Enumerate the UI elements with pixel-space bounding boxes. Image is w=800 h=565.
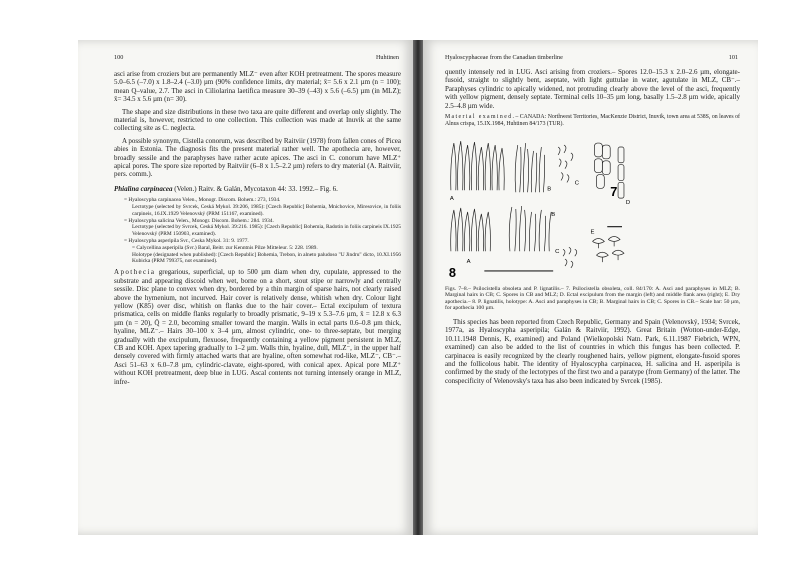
label-7B: B	[547, 185, 552, 192]
figure-drawing	[445, 132, 740, 282]
book-spread	[78, 40, 758, 535]
label-7E: E	[590, 229, 595, 236]
material-examined	[445, 114, 740, 128]
synonym-2-type: Lectotype (selected by Svrcek, Ceská Mykol. 39:216. 1985): [Czech Republic] Bohemia, Radotin in foliis carpineis IX.1925 Velenovský (PRM 150903, examined).	[132, 224, 401, 237]
figure-caption: Figs. 7–8.– Psilocistella obsoleta and P. lignatilis.– 7. Psilocistella obsoleta, coll. 84/170: A. Asci and paraphyses in MLZ; B. Marginal hairs in CB; C. Spores in CB and MLZ; D. Ectal excipulum from the margin (left) and middle flank area (right); E. Dry apothecia.– 8. P. lignatilis, holotype: A. Asci and paraphyses in CB; B. Marginal hairs in CB; C. Spores in CB.– Scale bar: 50 µm, for apothecia 100 µm.	[445, 285, 740, 312]
right-page	[423, 40, 758, 535]
right-paragraph-2: This species has been reported from Czech Republic, Germany and Spain (Velenovský, 1934; Svrcek, 1977a, as Hyaloscypha asperipila; Galán & Raitviir, 1992). Great Britain (Wotton-under-Edge, 10.11.1948 Dennis, K, examined) and Poland (Wielkopolski Natn. Park, 6.11.1987 Fiebrich, WPN, examined) can also be added to the list of countries in which this fungus has been collected. P. carpinacea is easily recognized by the clearly roughened hairs, yellow pigment, elongate-fusoid spores and the follicolous habit. The identity of Hyaloscypha carpinacea, H. salicina and H. asperipila is confirmed by the study of the lectotypes of the first two and a paratype (from Germany) of the latter. The conspecificity of Velenovsky's taxa has also been indicated by Svrcek (1985).	[445, 318, 740, 385]
material-text: – CANADA: Northwest Territories, MacKenzie District, Inuvik, town area at 538S, on leaves of Alnus crispa, 15.IX.1984, Huhtinen 84/173 (TUR).	[445, 114, 740, 127]
left-running-head: Huhtinen	[375, 54, 399, 61]
left-page-body	[114, 70, 401, 390]
synonym-3-comb: = Calycellina asperipila (Svr.) Baral, Beitr. zur Kenntnis Pilze Mitteleur. 5: 228. 1989.	[132, 244, 318, 251]
description-lead: Apothecia	[114, 268, 156, 277]
synonym-1-type: Lectotype (selected by Svrcek, Ceská Mykol. 39:206, 1985): [Czech Republic] Bohemia, Mnichovice, Miresovice, in foliis carpineis, 16.IX.1929 Velenovský (PRM 151167, examined).	[132, 204, 401, 217]
label-fig-8: 8	[448, 264, 457, 280]
figure-7-8	[445, 132, 740, 282]
synonym-1: = Hyaloscypha carpinacea Velen., Monogr. Discom. Bohem.: 273, 1934.	[124, 197, 281, 204]
species-author: (Velen.) Raitv. & Galán, Mycotaxon 44: 33. 1992.– Fig. 6.	[172, 184, 338, 193]
label-7D: D	[625, 199, 631, 206]
right-page-number: 101	[728, 54, 738, 61]
right-page-body	[445, 68, 740, 389]
book-gutter	[413, 40, 423, 535]
label-7A: A	[449, 195, 454, 202]
label-fig-7: 7	[610, 183, 618, 199]
left-page-header	[114, 54, 399, 64]
material-lead: Material examined.	[445, 114, 516, 121]
synonym-3: = Hyaloscypha asperipila Svr., Ceska Mykol. 31: 9. 1977.	[124, 237, 249, 244]
synonymy-list	[124, 197, 401, 264]
label-8C: C	[555, 248, 560, 255]
right-page-header	[445, 54, 738, 64]
synonym-3-type: Holotype (designated when published): [Czech Republic] Bohemia, Trebon, in alneto paludoso "U Jindru" dicto, 10.XI.1956 Kubicka (PRM 799375, not examined).	[132, 251, 401, 264]
description-paragraph	[114, 268, 401, 386]
left-page-number: 100	[114, 54, 124, 61]
label-8A: A	[466, 258, 471, 265]
synonym-2: = Hyaloscypha salicina Velen., Monogr. Discom. Bohem.: 284. 1934.	[124, 217, 274, 224]
right-running-head: Hyaloscyphaceae from the Canadian timberline	[445, 54, 563, 61]
left-paragraph-2: The shape and size distributions in these two taxa are quite different and overlap only slightly. The material is, however, restricted to one collection. This collection was made at Inuvik at the same collecting site as C. neglecta.	[114, 107, 401, 133]
species-heading	[114, 185, 401, 193]
description-text: gregarious, superficial, up to 500 µm diam when dry, cupulate, appressed to the substrate and appearing discoid when wet, borne on a short, stout stipe or narrowly and centrally sessile. Disc plane to convex when dry, bordered by a thin margin of sparse hairs, not clearly raised above the hymenium, not incurved. Hair cover is relatively dense, whitish when dry. Colour light yellow (K85) over disc, whitish on flanks due to the hair cover.– Ectal excipulum of textura prismatica, cells on middle flanks regularly to broadly prismatic, 9–19 x 5.3–7.6 µm, x̄ = 12.8 x 6.3 µm (n = 20), Q̄ = 2.0, becoming smaller toward the margin. Walls in ectal parts 0.6–0.8 µm thick, hyaline, MLZ⁻.– Hairs 30–100 x 3–4 µm, almost cylindric, one- to three-septate, but merging gradually with the excipulum, flexuose, frequently containing a yellow pigment persistent in MLZ, CB and KOH. Apex tapering gradually to 1–2 µm. Walls thin, hyaline, dull, MLZ⁻, in the upper half densely covered with firmly attached warts that are hyaline, often somewhat rod-like, MLZ⁻, CB⁻.– Asci 51–63 x 6.0–7.8 µm, cylindric-clavate, eight-spored, with conical apex. Apical pore MLZ⁺ without KOH pretreatment, deep blue in LUG. Ascal contents not turning intensely orange in MLZ, infre-	[114, 268, 401, 386]
left-page	[78, 40, 413, 535]
right-paragraph-1: quently intensely red in LUG. Asci arising from croziers.– Spores 12.0–15.3 x 2.0–2.6 µm, elongate-fusoid, straight to slightly bent, aseptate, with light guttulae in water, agutulate in MLZ, CB⁻.– Paraphyses cylindric to apically widened, not protruding clearly above the level of the asci, frequently with yellow pigment, densely septate. Terminal cells 10–35 µm long, basally 1.5–2.8 µm wide, apically 2.5–4.8 µm wide.	[445, 68, 740, 110]
left-paragraph-3: A possible synonym, Cistella conorum, was described by Raitviir (1978) from fallen cones of Picea abies in Estonia. The diagnosis fits the present material rather well. The apothecia are, however, broadly sessile and the paraphyses have rather acute apices. The asci in C. conorum have MLZ⁺ apical pores. The spore size reported by Raitviir (6–8 x 1.5–2.2 µm) refers to dry material (A. Raitviir, pers. comm.).	[114, 136, 401, 179]
label-7C: C	[574, 180, 580, 187]
label-8B: B	[551, 211, 556, 218]
left-paragraph-1: asci arise from croziers but are permanently MLZ⁻ even after KOH pretreatment. The spores measure 5.0–6.5 (–7.0) x 1.8–2.4 (–3.0) µm (90% confidence limits, dry material; x̄= 5.6 x 2.1 µm (n = 100); mean Q–value, 2.7. The asci in Ciliolarina laetifica measure 30–39 (–43) x 5.6 (–6.5) µm (in MLZ); x̄= 34.5 x 5.6 µm (n= 30).	[114, 70, 401, 104]
species-name: Phialina carpinacea	[114, 184, 173, 193]
